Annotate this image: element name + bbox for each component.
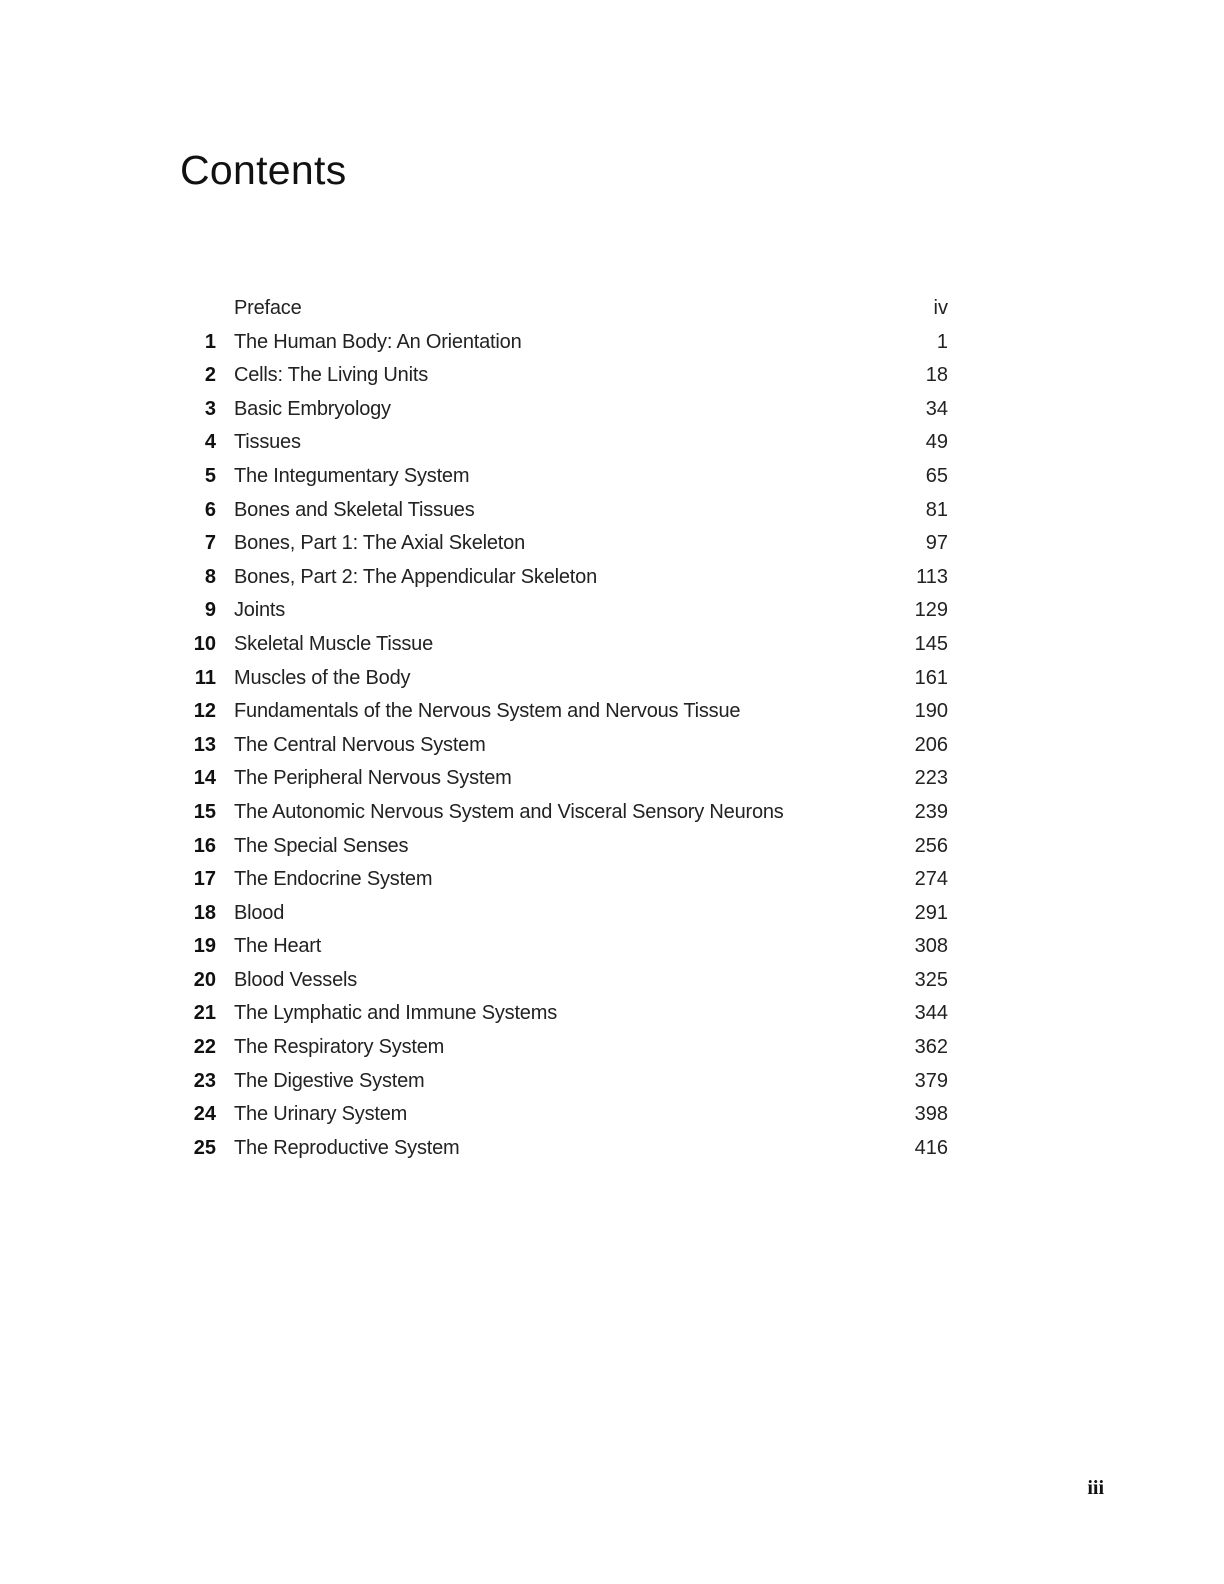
toc-entry[interactable] bbox=[180, 494, 948, 528]
toc-chapter-title[interactable]: Bones, Part 2: The Appendicular Skeleton bbox=[234, 565, 597, 588]
toc-entry[interactable] bbox=[180, 729, 948, 763]
toc-chapter-title[interactable]: Bones, Part 1: The Axial Skeleton bbox=[234, 532, 525, 555]
toc-chapter-number: 4 bbox=[204, 431, 216, 454]
toc-chapter-number: 17 bbox=[193, 868, 216, 891]
toc-page-number: 129 bbox=[914, 599, 948, 622]
toc-page-number: iv bbox=[933, 297, 948, 319]
toc-chapter-number: 9 bbox=[204, 599, 216, 622]
toc-chapter-title[interactable]: The Endocrine System bbox=[234, 868, 433, 891]
toc-chapter-title[interactable]: The Peripheral Nervous System bbox=[234, 767, 512, 790]
toc-page-number: 274 bbox=[914, 868, 948, 891]
toc-chapter-title[interactable]: The Respiratory System bbox=[234, 1036, 445, 1059]
toc-chapter-title[interactable]: The Urinary System bbox=[234, 1103, 408, 1126]
toc-chapter-title[interactable]: Preface bbox=[234, 297, 302, 319]
toc-page-number: 113 bbox=[916, 565, 948, 588]
toc-chapter-number: 5 bbox=[204, 464, 216, 487]
toc-entry[interactable] bbox=[180, 393, 948, 427]
toc-page-number: 291 bbox=[914, 901, 948, 924]
toc-page-number: 18 bbox=[925, 364, 948, 387]
toc-page-number: 325 bbox=[914, 968, 948, 991]
toc-chapter-number: 8 bbox=[204, 565, 216, 588]
toc-entry[interactable] bbox=[180, 1065, 948, 1099]
toc-chapter-title[interactable]: The Special Senses bbox=[234, 834, 409, 857]
toc-chapter-title[interactable]: Cells: The Living Units bbox=[234, 364, 429, 387]
toc-page-number: 65 bbox=[925, 464, 948, 487]
toc-chapter-number: 23 bbox=[193, 1069, 216, 1092]
toc-entry[interactable] bbox=[180, 1132, 948, 1166]
toc-chapter-title[interactable]: Blood bbox=[234, 901, 285, 924]
toc-entry[interactable] bbox=[180, 359, 948, 393]
toc-chapter-number: 19 bbox=[193, 935, 216, 958]
toc-chapter-title[interactable]: The Digestive System bbox=[234, 1069, 425, 1092]
toc-chapter-title[interactable]: Fundamentals of the Nervous System and Nervous Tissue bbox=[234, 700, 741, 723]
toc-page-number: 379 bbox=[914, 1069, 948, 1092]
toc-chapter-number: 18 bbox=[193, 901, 216, 924]
toc-chapter-title[interactable]: Tissues bbox=[234, 431, 301, 454]
toc-entry[interactable] bbox=[180, 292, 948, 326]
toc-page-number: 256 bbox=[914, 834, 948, 857]
toc-chapter-title[interactable]: Skeletal Muscle Tissue bbox=[234, 632, 434, 655]
toc-page-number: 223 bbox=[914, 767, 948, 790]
toc-entry[interactable] bbox=[180, 426, 948, 460]
toc-chapter-number: 13 bbox=[193, 733, 216, 756]
toc-page-number: 161 bbox=[914, 666, 948, 689]
toc-entry[interactable] bbox=[180, 695, 948, 729]
toc-entry[interactable] bbox=[180, 594, 948, 628]
toc-entry[interactable] bbox=[180, 930, 948, 964]
toc-chapter-number: 6 bbox=[204, 498, 216, 521]
toc-chapter-number: 21 bbox=[193, 1002, 216, 1025]
toc-chapter-title[interactable]: Blood Vessels bbox=[234, 968, 358, 991]
toc-chapter-number: 1 bbox=[204, 330, 216, 353]
toc-chapter-title[interactable]: The Heart bbox=[234, 935, 322, 958]
toc-entry[interactable] bbox=[180, 460, 948, 494]
toc-chapter-title[interactable]: The Integumentary System bbox=[234, 464, 470, 487]
toc-chapter-title[interactable]: The Human Body: An Orientation bbox=[234, 330, 522, 353]
table-of-contents bbox=[180, 292, 948, 1165]
toc-chapter-title[interactable]: Bones and Skeletal Tissues bbox=[234, 498, 475, 521]
toc-page-number: 206 bbox=[914, 733, 948, 756]
toc-entry[interactable] bbox=[180, 897, 948, 931]
toc-page-number: 239 bbox=[914, 800, 948, 823]
toc-entry[interactable] bbox=[180, 1031, 948, 1065]
toc-page-number: 398 bbox=[914, 1103, 948, 1126]
toc-chapter-number: 10 bbox=[193, 632, 216, 655]
toc-page-number: 362 bbox=[914, 1036, 948, 1059]
toc-chapter-number: 14 bbox=[193, 767, 216, 790]
toc-entry[interactable] bbox=[180, 762, 948, 796]
toc-chapter-number: 16 bbox=[193, 834, 216, 857]
toc-page-number: 34 bbox=[925, 397, 948, 420]
toc-entry[interactable] bbox=[180, 527, 948, 561]
page-number: iii bbox=[1087, 1477, 1104, 1499]
toc-page-number: 1 bbox=[936, 330, 948, 353]
toc-entry[interactable] bbox=[180, 561, 948, 595]
toc-page-number: 344 bbox=[914, 1002, 948, 1025]
toc-entry[interactable] bbox=[180, 662, 948, 696]
toc-page-number: 145 bbox=[914, 632, 948, 655]
toc-chapter-number: 11 bbox=[194, 666, 216, 689]
toc-page-number: 190 bbox=[914, 700, 948, 723]
toc-chapter-title[interactable]: The Central Nervous System bbox=[234, 733, 486, 756]
toc-chapter-title[interactable]: Muscles of the Body bbox=[234, 666, 411, 689]
toc-chapter-number: 25 bbox=[193, 1136, 216, 1159]
toc-chapter-title[interactable]: The Autonomic Nervous System and Visceral Sensory Neurons bbox=[234, 800, 784, 823]
toc-entry[interactable] bbox=[180, 964, 948, 998]
toc-page-number: 416 bbox=[914, 1136, 948, 1159]
toc-chapter-number: 3 bbox=[204, 397, 216, 420]
toc-entry[interactable] bbox=[180, 863, 948, 897]
toc-page-number: 49 bbox=[925, 431, 948, 454]
toc-entry[interactable] bbox=[180, 796, 948, 830]
toc-entry[interactable] bbox=[180, 1098, 948, 1132]
toc-entry[interactable] bbox=[180, 628, 948, 662]
toc-page-number: 308 bbox=[914, 935, 948, 958]
toc-entry[interactable] bbox=[180, 326, 948, 360]
toc-page-number: 97 bbox=[925, 532, 948, 555]
toc-chapter-title[interactable]: Basic Embryology bbox=[234, 397, 391, 420]
toc-chapter-number: 2 bbox=[204, 364, 216, 387]
page-title: Contents bbox=[180, 147, 347, 193]
toc-chapter-number: 7 bbox=[204, 532, 216, 555]
toc-chapter-number: 15 bbox=[193, 800, 216, 823]
toc-chapter-title[interactable]: The Reproductive System bbox=[234, 1136, 460, 1159]
toc-chapter-number: 12 bbox=[193, 700, 216, 723]
toc-entry[interactable] bbox=[180, 830, 948, 864]
toc-chapter-title[interactable]: The Lymphatic and Immune Systems bbox=[234, 1002, 557, 1025]
toc-entry[interactable] bbox=[180, 997, 948, 1031]
toc-chapter-number: 22 bbox=[193, 1036, 216, 1059]
toc-chapter-number: 20 bbox=[193, 968, 216, 991]
toc-chapter-number: 24 bbox=[193, 1103, 216, 1126]
toc-page-number: 81 bbox=[925, 498, 948, 521]
toc-chapter-title[interactable]: Joints bbox=[234, 599, 286, 622]
